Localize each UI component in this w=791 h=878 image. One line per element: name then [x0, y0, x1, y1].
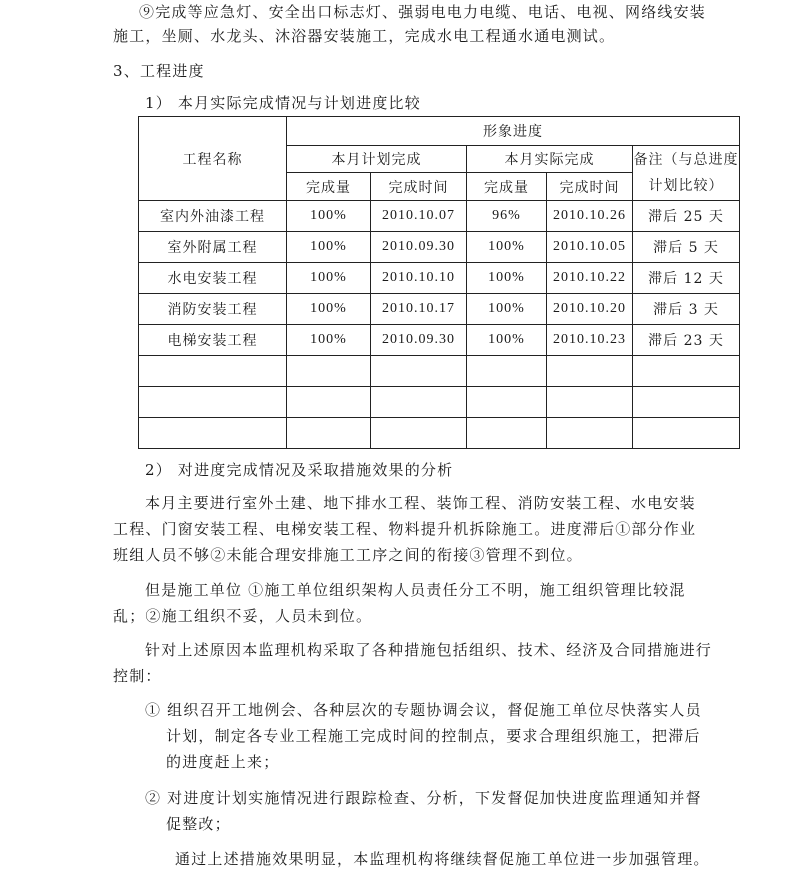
table-row-empty	[139, 387, 740, 418]
measure-2-line-2: 促整改；	[166, 815, 231, 833]
actual-time-cell: 2010.10.26	[547, 201, 633, 232]
table-row-empty	[139, 356, 740, 387]
actual-qty-cell: 100%	[467, 294, 547, 325]
header-planned: 本月计划完成	[287, 146, 467, 173]
plan-qty-cell: 100%	[287, 263, 371, 294]
header-actual-qty: 完成量	[467, 173, 547, 201]
measure-2-line-1: ② 对进度计划实施情况进行跟踪检查、分析，下发督促加快进度监理通知并督	[145, 789, 702, 807]
paragraph-2-line-2: 乱；②施工组织不妥，人员未到位。	[113, 607, 373, 625]
header-project-name: 工程名称	[139, 117, 287, 201]
table-row	[139, 263, 740, 294]
note-cell: 滞后 25 天	[633, 201, 740, 232]
plan-qty-cell: 100%	[287, 325, 371, 356]
table-row	[139, 232, 740, 263]
actual-time-cell: 2010.10.20	[547, 294, 633, 325]
header-image-progress: 形象进度	[287, 117, 740, 146]
section-3-title: 3、工程进度	[113, 62, 205, 80]
header-plan-time: 完成时间	[371, 173, 467, 201]
project-name-cell: 室内外油漆工程	[139, 201, 287, 232]
paragraph-1-line-3: 班组人员不够②未能合理安排施工工序之间的衔接③管理不到位。	[113, 546, 583, 564]
project-name-cell: 水电安装工程	[139, 263, 287, 294]
actual-time-cell: 2010.10.05	[547, 232, 633, 263]
plan-time-cell: 2010.10.07	[371, 201, 467, 232]
project-name-cell: 消防安装工程	[139, 294, 287, 325]
project-name-cell: 室外附属工程	[139, 232, 287, 263]
table-row-empty	[139, 418, 740, 449]
paragraph-3-line-1: 针对上述原因本监理机构采取了各种措施包括组织、技术、经济及合同措施进行	[145, 641, 713, 659]
plan-qty-cell: 100%	[287, 201, 371, 232]
note-cell: 滞后 3 天	[633, 294, 740, 325]
actual-qty-cell: 100%	[467, 325, 547, 356]
paragraph-1-line-2: 工程、门窗安装工程、电梯安装工程、物料提升机拆除施工。进度滞后①部分作业	[113, 520, 697, 538]
table-row	[139, 325, 740, 356]
note-cell: 滞后 5 天	[633, 232, 740, 263]
subsection-2-title: 2） 对进度完成情况及采取措施效果的分析	[145, 461, 454, 479]
project-name-cell: 电梯安装工程	[139, 325, 287, 356]
actual-time-cell: 2010.10.22	[547, 263, 633, 294]
plan-time-cell: 2010.10.10	[371, 263, 467, 294]
plan-time-cell: 2010.10.17	[371, 294, 467, 325]
progress-comparison-table	[138, 116, 740, 449]
plan-qty-cell: 100%	[287, 232, 371, 263]
measure-1-line-3: 的进度赶上来；	[166, 753, 280, 771]
paragraph-1-line-1: 本月主要进行室外土建、地下排水工程、装饰工程、消防安装工程、水电安装	[145, 494, 696, 512]
actual-qty-cell: 100%	[467, 232, 547, 263]
header-actual-time: 完成时间	[547, 173, 633, 201]
intro-line-2: 施工，坐厕、水龙头、沐浴器安装施工，完成水电工程通水通电测试。	[113, 27, 616, 45]
actual-qty-cell: 96%	[467, 201, 547, 232]
header-note: 备注（与总进度计划比较）	[633, 146, 740, 201]
measure-1-line-2: 计划，制定各专业工程施工完成时间的控制点，要求合理组织施工，把滞后	[166, 727, 701, 745]
plan-time-cell: 2010.09.30	[371, 325, 467, 356]
note-cell: 滞后 12 天	[633, 263, 740, 294]
plan-qty-cell: 100%	[287, 294, 371, 325]
table-row	[139, 201, 740, 232]
intro-line-1: ⑨完成等应急灯、安全出口标志灯、强弱电电力电缆、电话、电视、网络线安装	[139, 3, 707, 21]
measure-1-line-1: ① 组织召开工地例会、各种层次的专题协调会议，督促施工单位尽快落实人员	[145, 701, 702, 719]
table-row	[139, 294, 740, 325]
note-cell: 滞后 23 天	[633, 325, 740, 356]
conclusion: 通过上述措施效果明显，本监理机构将继续督促施工单位进一步加强管理。	[175, 850, 710, 868]
header-actual: 本月实际完成	[467, 146, 633, 173]
actual-qty-cell: 100%	[467, 263, 547, 294]
paragraph-2-line-1: 但是施工单位 ①施工单位组织架构人员责任分工不明，施工组织管理比较混	[145, 581, 686, 599]
plan-time-cell: 2010.09.30	[371, 232, 467, 263]
actual-time-cell: 2010.10.23	[547, 325, 633, 356]
subsection-1-title: 1） 本月实际完成情况与计划进度比较	[145, 94, 421, 112]
paragraph-3-line-2: 控制：	[113, 667, 162, 685]
header-plan-qty: 完成量	[287, 173, 371, 201]
